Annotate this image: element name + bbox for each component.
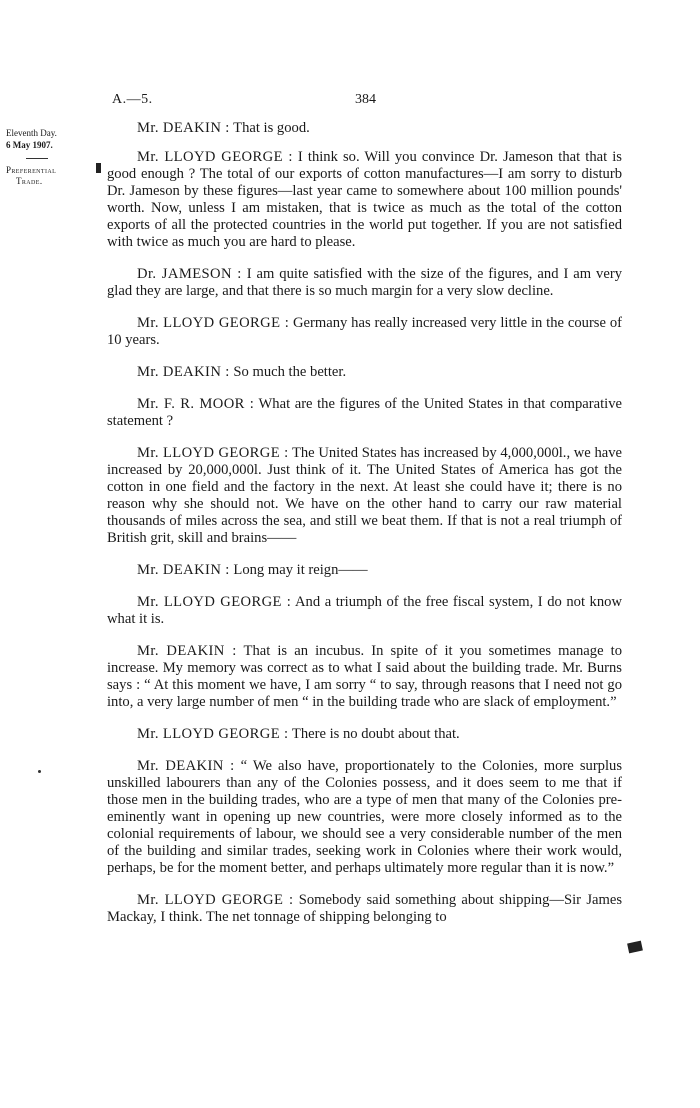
speaker-name: Mr. DEAKIN :	[137, 562, 230, 578]
transcript-paragraph	[107, 726, 622, 743]
margin-note-topic: Preferential	[6, 165, 57, 175]
speech-text: Somebody said something about shipping—Sir James Mackay, I think. The net tonnage of shipping belonging to	[107, 892, 622, 925]
page-number: 384	[355, 92, 376, 107]
speech-text: What are the figures of the United States in that comparative statement ?	[107, 396, 623, 429]
transcript-paragraph	[107, 120, 622, 137]
transcript-paragraph	[107, 643, 622, 711]
transcript-paragraph	[107, 892, 622, 926]
transcript-paragraph	[107, 364, 622, 381]
speaker-name: Mr. DEAKIN :	[137, 643, 237, 659]
speech-text: So much the better.	[229, 364, 347, 380]
speaker-name: Mr. F. R. MOOR :	[137, 396, 255, 412]
speech-text: I am quite satisfied with the size of the figures, and I am very glad they are large, and that there is so much margin for a very slow decline.	[107, 266, 622, 299]
speech-text: “ We also have, proportionately to the Colonies, more surplus unskilled labourers than any of the Colonies possess, and it does seem to me that if those men in the building trades, who are a type of men that many of the Colonies pre-eminently want in opening up new countries, were more closely informed as to the colonial requirements of labour, we should see a very considerable number of the men of the building and similar trades, seeking work in Colonies where their work would, perhaps, be for the moment better, and perhaps ultimately more regular than it is now.”	[107, 758, 623, 876]
transcript-paragraph	[107, 445, 622, 547]
document-reference: A.—5.	[112, 92, 153, 107]
transcript-paragraph	[107, 315, 622, 349]
speaker-name: Dr. JAMESON :	[137, 266, 242, 282]
transcript-paragraph	[107, 396, 622, 430]
speech-text: That is an incubus. In spite of it you sometimes manage to increase. My memory was correct as to what I said about the building trade. Mr. Burns says : “ At this moment we have, I am sorry “ to say, through reasons that I need not go into, a very large number of men “ in the building trade who are slack of employment.”	[107, 643, 623, 710]
margin-note-day: Eleventh Day.	[6, 128, 57, 138]
ink-stain	[627, 941, 643, 954]
transcript-paragraph	[107, 266, 622, 300]
speech-text: I think so. Will you convince Dr. Jameson that that is good enough ? The total of our exports of cotton manufactures—I am sorry to disturb Dr. Jameson by these figures—last year came to somewhere about 100 million pounds' worth. Now, unless I am mistaken, that is twice as much as the total of the cotton exports of all the protected countries in the world put together. If you are not satisfied with twice as much you are hard to please.	[107, 149, 622, 250]
speech-text: That is good.	[229, 120, 310, 136]
speaker-name: Mr. LLOYD GEORGE :	[137, 892, 294, 908]
transcript-body	[107, 120, 622, 941]
speaker-name: Mr. LLOYD GEORGE :	[137, 149, 293, 165]
transcript-paragraph	[107, 149, 622, 251]
margin-divider	[26, 158, 48, 159]
speaker-name: Mr. LLOYD GEORGE :	[137, 445, 289, 461]
margin-note-date: 6 May 1907.	[6, 140, 53, 150]
ink-speck	[38, 770, 41, 773]
speaker-name: Mr. DEAKIN :	[137, 758, 235, 774]
speaker-name: Mr. DEAKIN :	[137, 364, 230, 380]
speech-text: Germany has really increased very little in the course of 10 years.	[107, 315, 622, 348]
speech-text: Long may it reign——	[229, 562, 368, 578]
speech-text: The United States has increased by 4,000,000l., we have increased by 20,000,000l. Just think of it. The United States of America has got the cotton in one field and the factory in the next. At least she could have it; there is no reason why she should not. We have on the other hand to carry our raw material thousands of miles across the sea, and still we beat them. If that is not a real triumph of British grit, skill and brains——	[107, 445, 622, 546]
transcript-paragraph	[107, 594, 622, 628]
speaker-name: Mr. LLOYD GEORGE :	[137, 315, 290, 331]
speaker-name: Mr. LLOYD GEORGE :	[137, 594, 292, 610]
ink-mark	[96, 163, 101, 173]
transcript-paragraph	[107, 562, 622, 579]
transcript-paragraph	[107, 758, 622, 877]
speech-text: And a triumph of the free fiscal system, I do not know what it is.	[107, 594, 622, 627]
speech-text: There is no doubt about that.	[288, 726, 460, 742]
margin-note-topic-line2: Trade.	[16, 176, 43, 186]
speaker-name: Mr. LLOYD GEORGE :	[137, 726, 289, 742]
speaker-name: Mr. DEAKIN :	[137, 120, 230, 136]
